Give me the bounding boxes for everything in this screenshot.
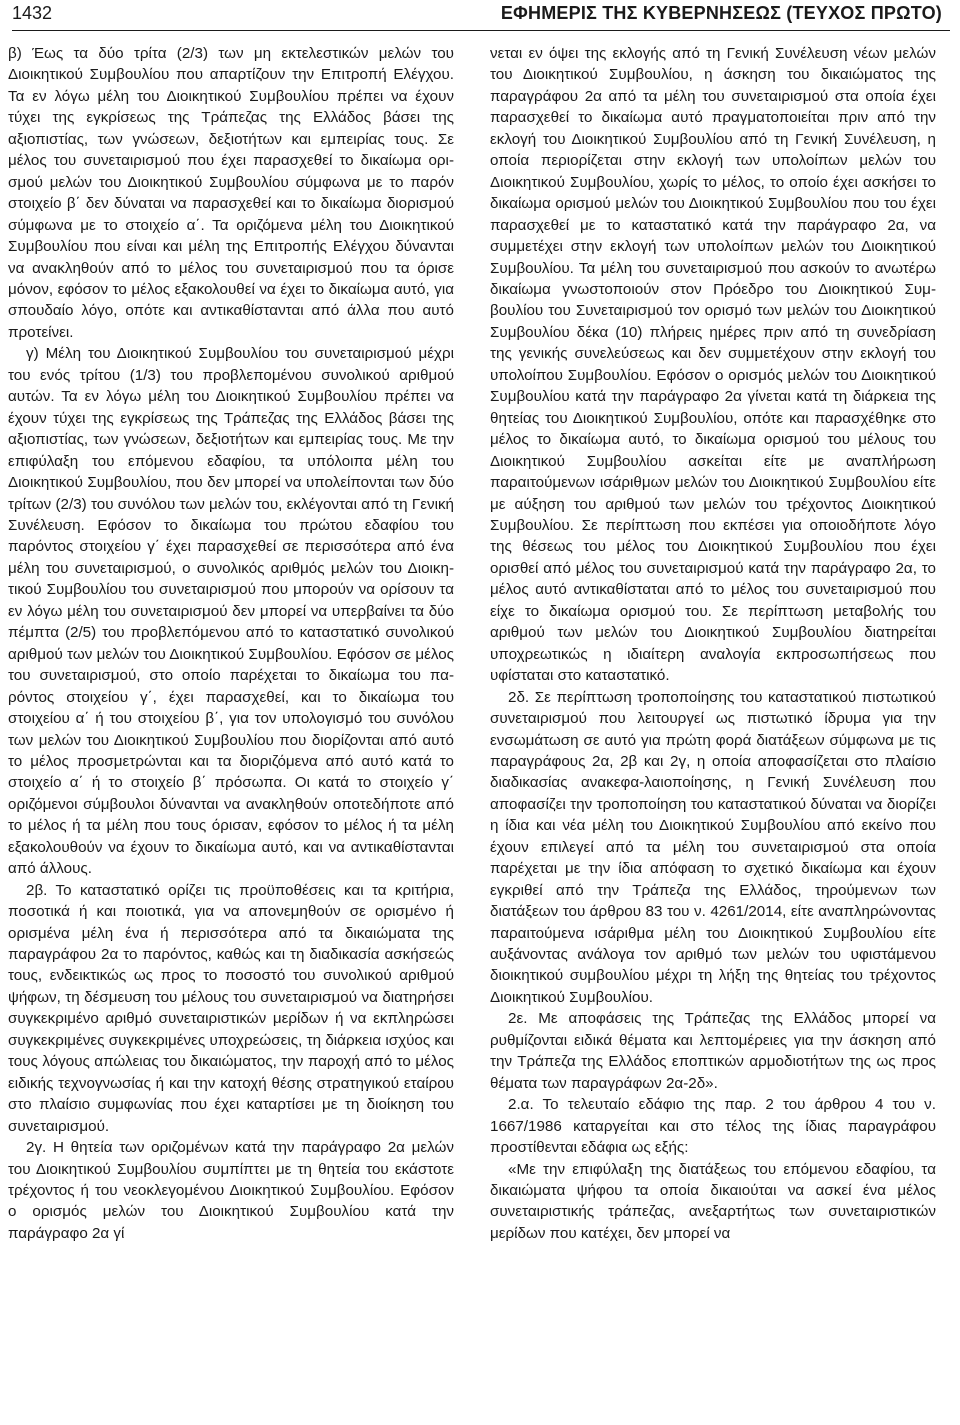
paragraph-quoted-text: «Με την επιφύλαξη της διατάξεως του επόμενου εδαφίου, τα δικαιώματα ψήφου τα οποία δικαιούται να ασκεί ένα μέλος συνεταιριστικής τράπεζας, ανεξαρτήτως των συνεταιριστικών μερίδων που κατέχει, δεν μπορεί να bbox=[490, 1160, 936, 1242]
page-header bbox=[12, 0, 950, 34]
right-column bbox=[490, 43, 936, 1423]
paragraph-2e: 2ε. Με αποφάσεις της Τράπεζας της Ελλάδος μπορεί να ρυθμίζονται ειδικά θέματα και λεπτομέρειες για την άσκηση από την Τράπεζα της Ελλάδος εποπτικών αρμοδιοτήτων της ως προς θέματα των παραγράφων 2α-2δ». bbox=[490, 1010, 936, 1092]
paragraph-2a-amendment: 2.α. Το τελευταίο εδάφιο της παρ. 2 του άρθρου 4 του ν. 1667/1986 καταργείται και στο τέλος της ίδιας παραγράφου προστίθενται εδάφια ως εξής: bbox=[490, 1096, 936, 1157]
paragraph-2c: 2γ. Η θητεία των οριζομένων κατά την παράγραφο 2α μελών του Διοικητικού Συμβουλίου συμπίπτει με τη θητεία του εκάστοτε τρέχοντος ή του νεοκλεγομένου Διοικητικού Συμβουλίου. Εφόσον ο ορισμός μελών του Διοικητικού Συμβουλίου κατά την παράγραφο 2α γί bbox=[8, 1139, 454, 1242]
page-number: 1432 bbox=[12, 3, 53, 23]
paragraph-2c-continued: νεται εν όψει της εκλογής από τη Γενική Συνέλευση νέων μελών του Διοικητικού Συμβουλίου, η άσκηση του δικαιώματος της παραγράφου 2α από τα μέλη του συνεταιρισμού στα οποία έχει παρασχεθεί το δικαίωμα αυτό πραγματοποιείται πριν από την εκλογή του Διοικητικού Συμβουλίου από τη Γενική Συνέλευση, η οποία περιορίζεται στην εκλογή των υπολοίπων μελών του Διοικητικού Συμβουλίου, χωρίς το μέλος, το οποίο έχει ασκήσει το δικαίωμα ορισμού μελών του Διοικητικού Συμβουλίου που του έχει παρασχεθεί με το καταστατικό κατά την παράγραφο 2α, να συμμετέχει στην εκλογή των υπολοίπων μελών του Διοικητικού Συμβουλίου. Τα μέλη του συνεταιρισμού που ασκούν το ανωτέρω δικαίωμα γνωστοποιούν στον Πρόεδρο του Διοικητικού Συμβουλίου του Συνεταιρισμού τον ορισμό των μελών του Διοικητικού Συμβουλίου δέκα (10) πλήρεις ημέρες πριν από τη συνεδρίαση της γενικής συνελεύσεως και δεν συμμετέχουν στην εκλογή του υπολοίπου Συμβουλίου. Εφόσον ο ορισμός μελών του Διοικητικού Συμβουλίου κατά την παράγραφο 2α γίνεται κατά τη διάρκεια της θητείας του Διοικητικού Συμβουλίου, οπότε και παρασχέθηκε στο μέλος το δικαίωμα αυτό, το δικαίωμα ορισμού του μέλους του Διοικητικού Συμβουλίου ασκείται είτε με αναπλήρωση παραιτούμενων ισάριθμων μελών του Διοικητικού Συμβουλίου είτε με αύξηση του αριθμού των μελών του τρέχοντος Διοικητικού Συμβουλίου. Σε περίπτωση που εκπέσει για οποιοδήποτε λόγο της θέσεως του μέλος του Διοικητικού Συμβουλίου που έχει ορισθεί από μέλος του συνεταιρισμού κατά την παράγραφο 2α, το μέλος αυτό αντικαθίσταται από το μέλος του συνεταιρισμού που είχε το δικαίωμα ορισμού του. Σε περίπτωση μεταβολής του αριθμού των μελών του Διοικητικού Συμβουλίου διατηρείται υποχρεωτικώς η ιδιαίτερη αναλογία εκπροσωπήσεως που υφίσταται στο καταστατικό. bbox=[490, 45, 936, 685]
paragraph-2b: 2β. Το καταστατικό ορίζει τις προϋποθέσεις και τα κριτήρια, ποσοτικά ή και ποιοτικά, για να απονεμηθούν σε ορισμένο ή ορισμένα μέλη ένα ή περισσότερα από τα δικαιώματα της παραγράφου 2α το παρόντος, καθώς και τη διαδικασία ασκήσεώς τους, ενδεικτικώς ως προς το ποσοστό του συνολικού αριθμού ψήφων, τη δέσμευση του μέλους του συνεταιρισμού να διατηρήσει συγκεκριμένο αριθμό συνεταιριστικών μερίδων ή να εκπληρώσει συγκεκριμένες συγκεκριμένες υποχρεώσεις, τη διάρκεια ισχύος και τους λόγους απώλειας του δικαιώματος, την παροχή από το μέλος ειδικής τεχνογνωσίας ή και την κατοχή θέσης στρατηγικού εταίρου στο πλαίσιο συμφωνίας που έχει καταρτίσει με τη διοίκηση του συνεταιρισμού. bbox=[8, 881, 454, 1135]
header-rule bbox=[12, 30, 950, 31]
paragraph-2d: 2δ. Σε περίπτωση τροποποίησης του καταστατικού πιστωτικού συνεταιρισμού που λειτουργεί ως πιστωτικό ίδρυμα για την ενσωμάτωση σε αυτό για πρώτη φορά διατάξεων σύμφωνα με τις παραγράφους 2α, 2β και 2γ, η οποία αποφασίζεται στο πλαίσιο διαδικασίας ανακεφα-λαιοποίησης, η Γενική Συνέλευση που αποφασίζει την τροποποίηση του καταστατικού δύναται να διορίζει η ίδια και νέα μέλη του Διοικητικού Συμβουλίου από εκείνο που έχουν επιλεγεί από τα μέλη του συνεταιρισμού στα οποία παρέχεται με την ίδια απόφαση το σχετικό δικαίωμα και έχουν εγκριθεί από την Τράπεζα της Ελλάδος, τηρούμενων των διατάξεων του άρθρου 83 του ν. 4261/2014, είτε αναπληρώνοντας παραιτούμενα ισάριθμα μέλη του Διοικητικού Συμβουλίου είτε αυξάνοντας ανάλογα τον αριθμό των μελών του υφιστάμενου διοικητικού συμβουλίου μέχρι τη λήξη της θητείας του τρέχοντος Διοικητικού Συμβουλίου. bbox=[490, 688, 936, 1006]
paragraph-beta: β) Έως τα δύο τρίτα (2/3) των μη εκτελεστικών μελών του Διοικητικού Συμβουλίου που απαρτίζουν την Επιτροπή Ελέγχου. Τα εν λόγω μέλη του Διοικητικού Συμβουλίου πρέπει να έχουν τύχει της εγκρίσεως της Τράπεζας της Ελλάδος βάσει της αξιοπιστίας, των γνώσεων, δεξιοτήτων και εμπειρίας τους. Σε μέλος του συνεταιρισμού που έχει παρασχεθεί το δικαίωμα ορισμού μελών του Διοικητικού Συμβουλίου σύμφωνα με το παρόν στοιχείο β΄ δεν δύναται να παρασχεθεί και το δικαίωμα διορισμού σύμφωνα με το στοιχείο α΄. Τα οριζόμενα μέλη του Διοικητικού Συμβουλίου που είναι και μέλη της Επιτροπής Ελέγχου δύνανται να ανακληθούν από το μέλος του συνεταιρισμού που τα όρισε μόνον, εφόσον το μέλος εξακολουθεί να έχει το δικαίωμα αυτό, για σπουδαίο λόγο, οπότε και αντικαθίστανται από άλλα που αυτό προτείνει. bbox=[8, 45, 454, 341]
gazette-title: ΕΦΗΜΕΡΙΣ ΤΗΣ ΚΥΒΕΡΝΗΣΕΩΣ (ΤΕΥΧΟΣ ΠΡΩΤΟ) bbox=[500, 3, 942, 23]
left-column bbox=[8, 43, 454, 1423]
paragraph-gamma: γ) Μέλη του Διοικητικού Συμβουλίου του συνεταιρισμού μέχρι του ενός τρίτου (1/3) του προβλεπομένου συνολικού αριθμού αυτών. Τα εν λόγω μέλη του Διοικητικού Συμβουλίου πρέπει να έχουν τύχει της εγκρίσεως της Τράπεζας της Ελλάδος βάσει της αξιοπιστίας, των γνώσεων, δεξιοτήτων και εμπειρίας τους. Με την επιφύλαξη του επόμενου εδαφίου, τα υπόλοιπα μέλη του Διοικητικού Συμβουλίου, που δεν μπορεί να υπολείπονται των δύο τρίτων (2/3) του συνόλου των μελών του, εκλέγονται από τη Γενική Συνέλευση. Εφόσον το δικαίωμα του πρώτου εδαφίου του παρόντος στοιχείου γ΄ έχει παρασχεθεί σε περισσότερα από ένα μέλη του συνεταιρισμού, ο συνολικός αριθμός μελών του Διοικητικού Συμβουλίου του συνεταιρισμού που μπορούν να ορίσουν τα εν λόγω μέλη του συνεταιρισμού δεν μπορεί να υπερβαίνει τα δύο πέμπτα (2/5) του προβλεπόμενου από το καταστατικό συνολικού αριθμού των μελών του Διοικητικού Συμβουλίου. Εφόσον σε μέλος του συνεταιρισμού, στο οποίο παρέχεται το δικαίωμα του παρόντος στοιχείου γ΄, έχει παρασχεθεί, και το δικαίωμα του στοιχείου α΄ ή του στοιχείου β΄, για τον υπολογισμό του συνόλου των μελών του Διοικητικού Συμβουλίου που διορίζονται από αυτό το μέλος προσμετρώνται και τα διοριζόμενα από αυτό κατά το στοιχείο α΄ ή το στοιχείο β΄ πρόσωπα. Οι κατά το στοιχείο γ΄ οριζόμενοι σύμβουλοι δύνανται να ανακληθούν οποτεδήποτε από το μέλος ή τα μέλη που τους όρισαν, εφόσον το μέλος ή τα μέλη εξακολουθούν να έχουν το δικαίωμα αυτό, και να αντικαθίστανται από άλλους. bbox=[8, 345, 454, 878]
